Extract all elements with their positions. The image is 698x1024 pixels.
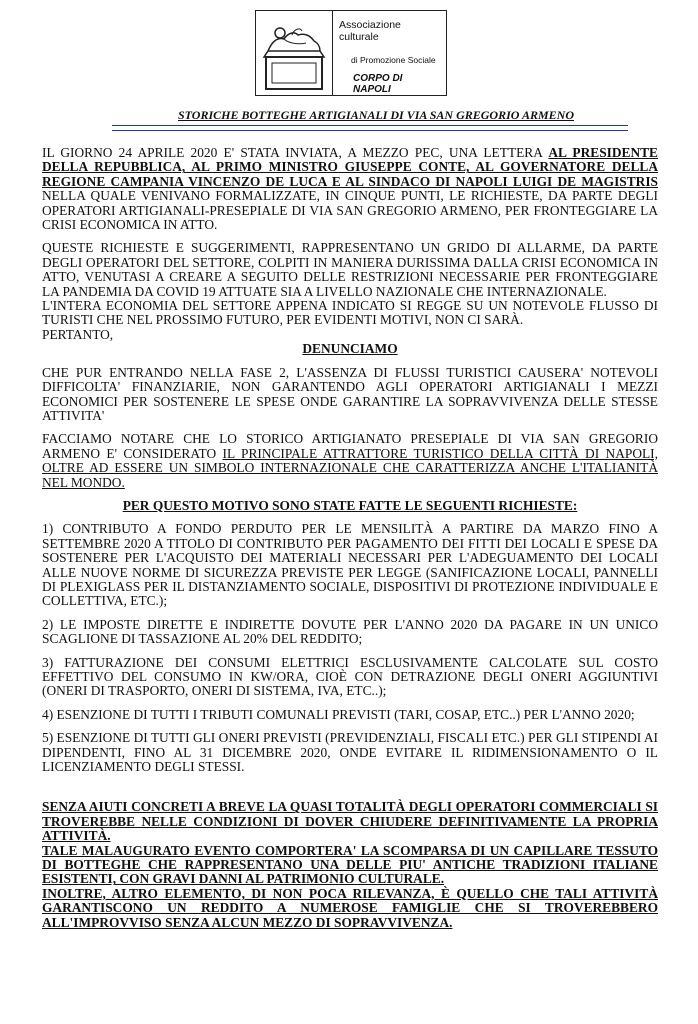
conclusion-families: INOLTRE, ALTRO ELEMENTO, DI NON POCA RILEVANZA, È QUELLO CHE TALI ATTIVITÀ GARANTISCONO UN REDDITO A NUMEROSE FAMIGLIE CHE SI TROVEREBBERO ALL'IMPROVVISO SENZA ALCUN MEZZO DI SOPRAVVIVENZA. [42, 885, 658, 930]
denunciamo-heading: DENUNCIAMO [302, 341, 398, 357]
paragraph-craft-intro: FACCIAMO NOTARE CHE LO STORICO ARTIGIANATO PRESEPIALE DI VIA SAN GREGORIO ARMENO E' CONSIDERATO [42, 431, 658, 461]
paragraph-letter-intro: IL GIORNO 24 APRILE 2020 E' STATA INVIATA, A MEZZO PEC, UNA LETTERA [42, 145, 549, 160]
title-divider [112, 125, 628, 131]
document-body [42, 146, 658, 930]
request-item-5: 5) ESENZIONE DI TUTTI GLI ONERI PREVISTI (PREVIDENZIALI, FISCALI ETC.) PER GLI STIPENDI AI DIPENDENTI, FINO AL 31 DICEMBRE 2020, ONDE EVITARE IL RIDIMENSIONAMENTO O IL LICENZIAMENTO DEGLI STESSI. [42, 730, 658, 775]
request-item-1: 1) CONTRIBUTO A FONDO PERDUTO PER LE MENSILITÀ A PARTIRE DA MARZO FINO A SETTEMBRE 2020 A TITOLO DI CONTRIBUTO PER PAGAMENTO DEI FITTI DEI LOCALI E SPESE DA SOSTENERE PER L'ACQUISTO DEI MATERIALI NECESSARI PER L'ADEGUAMENTO DEI LOCALI ALLE NUOVE NORME DI SICUREZZA PREVISTE PER LEGGE (SANIFICAZIONE LOCALI, PANNELLI DI PLEXIGLASS PER IL DISTANZIAMENTO SOCIALE, DISPOSITIVI DI PROTEZIONE INDIVIDUALE E COLLETTIVA, ETC.); [42, 521, 658, 609]
statue-logo-icon [256, 11, 333, 95]
craft-attraction: IL PRINCIPALE ATTRATTORE TURISTICO DELLA CITTÀ DI NAPOLI, OLTRE AD ESSERE UN SIMBOLO INTERNAZIONALE CHE CARATTERIZZA ANCHE L'ITALIANITÀ NEL MONDO. [42, 445, 658, 490]
requests-heading: PER QUESTO MOTIVO SONO STATE FATTE LE SEGUENTI RICHIESTE: [122, 497, 578, 513]
paragraph-letter [42, 146, 658, 232]
conclusion-closure: SENZA AIUTI CONCRETI A BREVE LA QUASI TOTALITÀ DEGLI OPERATORI COMMERCIALI SI TROVEREBBE NELLE CONDIZIONI DI DOVER CHIUDERE DEFINITIVAMENTE LA PROPRIA ATTIVITÀ. [42, 799, 658, 844]
request-item-4: 4) ESENZIONE DI TUTTI I TRIBUTI COMUNALI PREVISTI (TARI, COSAP, ETC..) PER L'ANNO 2020; [42, 706, 635, 722]
paragraph-alarm: QUESTE RICHIESTE E SUGGERIMENTI, RAPPRESENTANO UN GRIDO DI ALLARME, DA PARTE DEGLI OPERATORI DEL SETTORE, COLPITI IN MANIERA DURISSIMA DALLA CRISI ECONOMICA IN ATTO, VENUTASI A CREARE A SEGUITO DELLE RESTRIZIONI NECESSARIE PER FRONTEGGIARE LA PANDEMIA DA COVID 19 ATTUATE SIA A LIVELLO NAZIONALE CHE INTERNAZIONALE. [42, 240, 658, 299]
logo-line-2: di Promozione Sociale [351, 55, 436, 65]
paragraph-economy: L'INTERA ECONOMIA DEL SETTORE APPENA INDICATO SI REGGE SU UN NOTEVOLE FLUSSO DI TURISTI CHE NEL PROSSIMO FUTURO, PER EVIDENTI MOTIVI, NON CI SARÀ. [42, 298, 658, 328]
document-title: STORICHE BOTTEGHE ARTIGIANALI DI VIA SAN GREGORIO ARMENO [178, 108, 574, 122]
paragraph-therefore: PERTANTO, [42, 326, 114, 342]
logo-text [333, 11, 446, 95]
logo-line-3: CORPO DI NAPOLI [353, 73, 403, 95]
paragraph-letter-rest: NELLA QUALE VENIVANO FORMALIZZATE, IN CINQUE PUNTI, LE RICHIESTE, DA PARTE DEGLI OPERATORI ARTIGIANALI-PRESEPIALE DI VIA SAN GREGORIO ARMENO, PER FRONTEGGIARE LA CRISI ECONOMICA IN ATTO. [42, 188, 658, 233]
association-logo [255, 10, 447, 96]
logo-line-1: Associazione culturale [339, 19, 401, 43]
conclusion-heritage: TALE MALAUGURATO EVENTO COMPORTERA' LA SCOMPARSA DI UN CAPILLARE TESSUTO DI BOTTEGHE CHE RAPPRESENTANO UNA DELLE PIU' ANTICHE TRADIZIONI ITALIANE ESISTENTI, CON GRAVI DANNI AL PATRIMONIO CULTURALE. [42, 842, 658, 887]
request-item-3: 3) FATTURAZIONE DEI CONSUMI ELETTRICI ESCLUSIVAMENTE CALCOLATE SUL COSTO EFFETTIVO DEL CONSUMO IN KW/ORA, CIOÈ CON DETRAZIONE DEGLI ONERI AGGIUNTIVI (ONERI DI TRASPORTO, ONERI DI SISTEMA, IVA, ETC..); [42, 654, 658, 699]
letter-recipients: AL PRESIDENTE DELLA REPUBBLICA, AL PRIMO MINISTRO GIUSEPPE CONTE, AL GOVERNATORE DELLA REGIONE CAMPANIA VINCENZO DE LUCA E AL SINDACO DI NAPOLI LUIGI DE MAGISTRIS [42, 145, 658, 189]
paragraph-phase-2: CHE PUR ENTRANDO NELLA FASE 2, L'ASSENZA DI FLUSSI TURISTICI CAUSERA' NOTEVOLI DIFFICOLTA' FINANZIARIE, NON GARANTENDO AGLI OPERATORI ARTIGIANALI I MEZZI ECONOMICI PER SOSTENERE LE SPESE ONDE GARANTIRE LA SOPRAVVIVENZA DELLE STESSE ATTIVITA' [42, 364, 658, 423]
request-item-2: 2) LE IMPOSTE DIRETTE E INDIRETTE DOVUTE PER L'ANNO 2020 DA PAGARE IN UN UNICO SCAGLIONE DI TASSAZIONE AL 20% DEL REDDITO; [42, 616, 658, 647]
paragraph-craft [42, 432, 658, 490]
